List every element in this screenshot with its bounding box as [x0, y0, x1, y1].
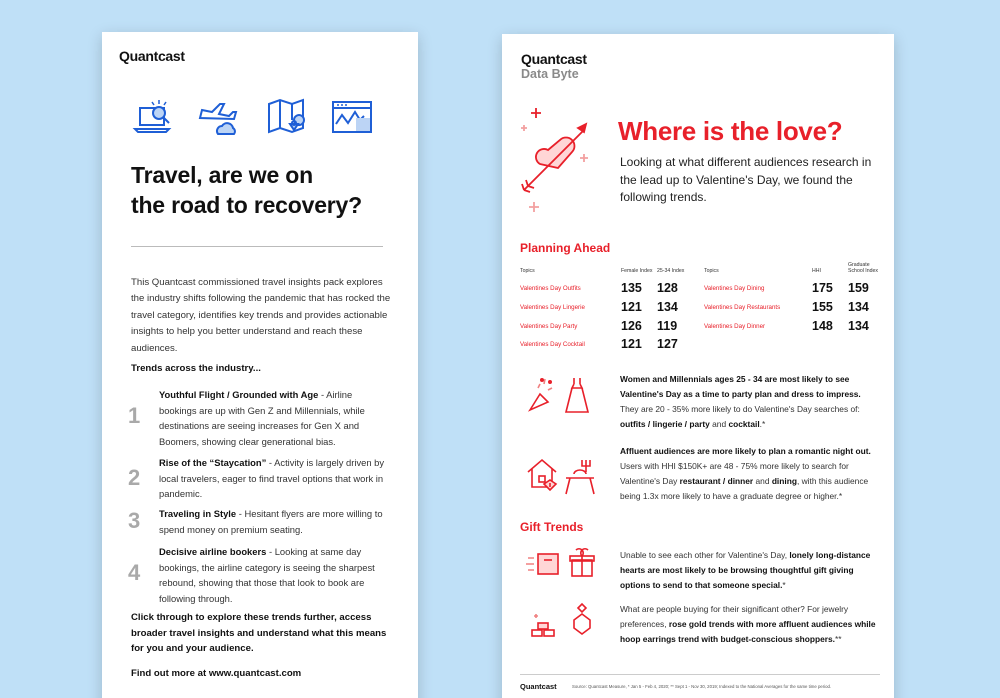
topic-cell: Valentines Day Restaurants	[704, 304, 781, 311]
value-cell: 134	[848, 300, 869, 314]
insight-text: Unable to see each other for Valentine's Day,	[620, 550, 790, 560]
value-cell: 155	[812, 300, 833, 314]
insight-bold: Affluent audiences are more likely to plan a romantic night out.	[620, 446, 871, 456]
party-dress-icon	[524, 374, 590, 416]
trend-text	[159, 506, 387, 537]
trend-text	[159, 455, 387, 502]
trend-desc: - Airline bookings are up with Gen Z and Millennials, while destinations are seeing increases for Gen X and Boomers, showing clear generational bias.	[159, 389, 365, 447]
topic-cell: Valentines Day Outfits	[520, 285, 581, 292]
trend-desc: - Hesitant flyers are more willing to spend money on premium seating.	[159, 508, 383, 535]
topic-cell: Valentines Day Lingerie	[520, 304, 585, 311]
trend-text	[159, 544, 387, 606]
title-line-1: Travel, are we on	[131, 162, 313, 188]
trend-number: 3	[128, 508, 141, 533]
value-cell: 119	[657, 319, 678, 333]
trend-number: 1	[128, 403, 141, 428]
quantcast-logo: Quantcast	[521, 51, 587, 67]
travel-icon-row	[132, 96, 374, 140]
table-header: Female Index	[621, 268, 653, 274]
value-cell: 159	[848, 281, 869, 295]
call-to-action: Click through to explore these trends further, access broader travel insights and understand what this means for you and your audience.	[131, 612, 387, 654]
value-cell: 134	[848, 319, 869, 333]
insight-footnote: **	[834, 634, 842, 644]
value-cell: 134	[657, 300, 678, 314]
value-cell: 121	[621, 300, 642, 314]
value-cell: 135	[621, 281, 642, 295]
trends-heading: Trends across the industry...	[131, 363, 261, 374]
insight-bold: Women and Millennials ages 25 - 34 are most likely to see Valentine's Day as a time to party plan and dress to impress.	[620, 374, 861, 399]
gift-package-icon	[524, 546, 598, 586]
footer-logo: Quantcast	[520, 682, 557, 691]
valentines-document-page	[502, 34, 894, 698]
quantcast-logo: Quantcast	[119, 48, 185, 64]
trend-number: 2	[128, 465, 141, 490]
trend-title: Youthful Flight / Grounded with Age	[159, 389, 319, 400]
insight-text: They are 20 - 35% more likely to do Valentine's Day searches of:	[620, 404, 860, 414]
trend-title: Rise of the “Staycation”	[159, 457, 267, 468]
data-byte-label: Data Byte	[521, 67, 579, 81]
website-link[interactable]: Find out more at www.quantcast.com	[131, 668, 302, 679]
trend-desc: - Looking at same day bookings, the airline category is seeing the sharpest rebound, showing that those that look to book are following through.	[159, 546, 375, 604]
gold-ring-icon	[524, 600, 598, 642]
trend-title: Traveling in Style	[159, 508, 237, 519]
laptop-magnifier-icon	[132, 96, 176, 140]
table-header: 25-34 Index	[657, 268, 685, 274]
value-cell: 175	[812, 281, 833, 295]
travel-document-page	[102, 32, 418, 698]
topic-cell: Valentines Day Cocktail	[520, 341, 585, 348]
insight-bold: lonely long-distance hearts are most likely to be browsing thoughtful gift giving options to send to that someone special.	[620, 550, 871, 590]
insight-footnote: *	[782, 580, 786, 590]
divider	[131, 246, 383, 247]
table-header: Topics	[520, 268, 535, 274]
table-header: Topics	[704, 268, 719, 274]
insight-footnote: .*	[759, 419, 766, 429]
insight-text: and	[709, 419, 729, 429]
footer-source: Source: Quantcast Measure, * Jan 5 - Feb 4, 2020; ** Sept 1 - Nov 30, 2019; Indexed to the National Averages for the same time period.	[572, 684, 832, 689]
footer-divider	[520, 674, 880, 675]
trend-desc: - Activity is largely driven by local travelers, eager to find travel options that work in pandemic.	[159, 457, 385, 499]
trend-number: 4	[128, 560, 141, 585]
value-cell: 121	[621, 337, 642, 351]
insight-jewelry	[620, 602, 878, 647]
topic-cell: Valentines Day Dinner	[704, 323, 766, 330]
table-header: School Index	[848, 268, 878, 274]
insight-text: What are people buying for their significant other? For jewelry preferences,	[620, 604, 849, 629]
title-line-2: the road to recovery?	[131, 192, 362, 218]
insight-gifts	[620, 548, 878, 593]
trend-text	[159, 387, 387, 449]
house-dinner-icon	[524, 454, 598, 498]
insight-text: Users with HHI $150K+ are 48 - 75% more likely to search for Valentine's Day	[620, 461, 849, 486]
page-title	[131, 160, 411, 220]
table-header: Graduate	[848, 262, 870, 268]
topic-cell: Valentines Day Party	[520, 323, 578, 330]
insight-text: and	[753, 476, 772, 486]
intro-paragraph: This Quantcast commissioned travel insights pack explores the industry shifts following the pandemic that has rocked the travel category, identifies key trends and provides actionable insights to help you better understand and reach these audiences.	[131, 277, 391, 354]
browser-chart-icon	[330, 96, 374, 140]
value-cell: 128	[657, 281, 678, 295]
trend-title: Decisive airline bookers	[159, 546, 267, 557]
insight-terms: dining	[771, 476, 797, 486]
page-subtitle: Looking at what different audiences research in the lead up to Valentine's Day, we found the following trends.	[620, 155, 872, 204]
gift-trends-heading: Gift Trends	[520, 520, 584, 534]
value-cell: 148	[812, 319, 833, 333]
value-cell: 127	[657, 337, 678, 351]
value-cell: 126	[621, 319, 642, 333]
page-title: Where is the love?	[618, 116, 843, 146]
table-header: HHI	[812, 268, 821, 274]
insight-terms: outfits / lingerie / party	[620, 419, 710, 429]
map-pin-icon	[264, 96, 308, 140]
heart-arrow-icon	[516, 98, 598, 218]
topic-cell: Valentines Day Dining	[704, 285, 765, 292]
insight-bold: rose gold trends with more affluent audiences while hoop earrings trend with budget-conscious shoppers.	[620, 619, 876, 644]
insight-terms: cocktail	[728, 419, 760, 429]
insight-dining	[620, 444, 878, 504]
airplane-cloud-icon	[198, 96, 242, 140]
insight-party	[620, 372, 878, 432]
insight-terms: restaurant / dinner	[679, 476, 754, 486]
insight-footnote: , with this audience being 1.3x more likely to have a graduate degree or higher.*	[620, 476, 869, 501]
planning-ahead-heading: Planning Ahead	[520, 241, 611, 255]
